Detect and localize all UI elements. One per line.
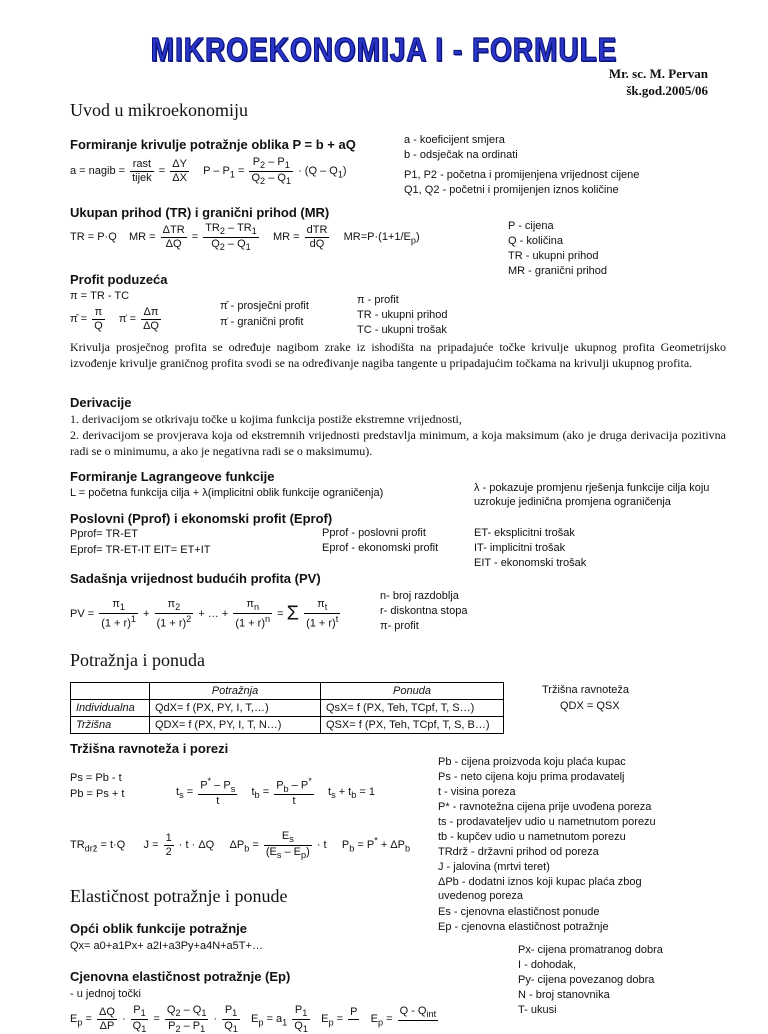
general-demand-heading: Opći oblik funkcije potražnje: [70, 921, 247, 936]
table-header-cell: Potražnja: [150, 683, 321, 700]
lagrange-formula: L = početna funkcija cilja + λ(implicitni oblik funkcije ograničenja): [70, 487, 384, 499]
tax-legend-es: Es - cjenovna elastičnost ponude: [438, 906, 600, 918]
tax-legend-ep: Ep - cjenovna elastičnost potražnje: [438, 921, 609, 933]
table-cell: QDX= f (PX, PY, I, T, N…): [150, 717, 321, 734]
tr-legend-q: Q - količina: [508, 235, 564, 247]
tax-legend-ps: Ps - neto cijena koju prima prodavatelj: [438, 771, 625, 783]
demand-legend-a: a - koeficijent smjera: [404, 134, 505, 146]
bp-legend-eit: EIT - ekonomski trošak: [474, 557, 587, 569]
pv-legend-pi: π- profit: [380, 620, 419, 632]
table-row: [71, 717, 504, 734]
business-profit-formula: Pprof= TR-ET: [70, 528, 138, 540]
tr-legend-p: P - cijena: [508, 220, 554, 232]
table-header-row: [71, 683, 504, 700]
demand-legend-p: P1, P2 - početna i promijenjena vrijednost cijene: [404, 169, 640, 181]
tax-legend-dpb: ΔPb - dodatni iznos koji kupac plaća zbog uvedenog poreza: [438, 876, 642, 902]
point-elasticity-label: - u jednoj točki: [70, 988, 141, 1000]
tax-legend-tb: tb - kupčev udio u nametnutom porezu: [438, 831, 626, 843]
section-heading-supply-demand: Potražnja i ponuda: [70, 650, 205, 670]
profit-legend-avg: π̄ - prosječni profit: [220, 300, 309, 312]
table-cell: QsX= f (PX, Teh, TCpf, T, S…): [321, 700, 504, 717]
point-elasticity-formula: $E_p$ = $\frac{\Delta Q}{\Delta P}$ · $\frac{P_1}{Q_1}$ = $\frac{Q_2 - Q_1}{P_2 - P_1}$ · $\frac{P_1}{Q_1}$ $E_p = a_1$ $\frac{P_1}{Q_1}$ $E_p$ = P $E_p$ = Q - $Q_{int}$: [70, 1004, 437, 1034]
supply-demand-table: [70, 682, 504, 734]
lagrange-heading: Formiranje Lagrangeove funkcije: [70, 469, 275, 484]
pv-legend-r: r- diskontna stopa: [380, 605, 468, 617]
tax-legend-j: J - jalovina (mrtvi teret): [438, 861, 550, 873]
profit-legend-tr: TR - ukupni prihod: [357, 309, 448, 321]
table-row: [71, 700, 504, 717]
gen-legend-i: I - dohodak,: [518, 959, 577, 971]
table-cell: Tržišna: [71, 717, 150, 734]
pv-legend-n: n- broj razdoblja: [380, 590, 459, 602]
tax-heading: Tržišna ravnoteža i porezi: [70, 741, 229, 756]
table-cell: QSX= f (PX, Teh, TCpf, T, S, B…): [321, 717, 504, 734]
section-heading-intro: Uvod u mikroekonomiju: [70, 100, 248, 120]
profit-heading: Profit poduzeća: [70, 272, 168, 287]
tr-mr-formula: TR = P·Q MR = ΔTR ΔQ = $\frac{TR_2 - TR_1}{Q_2 - Q_1}$ MR = dTR dQ $MR=P\cdot(1+1/E_p)$: [70, 222, 420, 252]
pv-formula: PV = $\frac{\pi_1}{(1 + r)^1}$ + $\frac{\pi_2}{(1 + r)^2}$ + … + $\frac{\pi_n}{(1 + r)^n}$ = Σ $\frac{\pi_t}{(1 + r)^t}$: [70, 598, 339, 630]
general-demand-formula: Qx= a0+a1Px+ a2I+a3Py+a4N+a5T+…: [70, 940, 263, 952]
price-elasticity-heading: Cjenovna elastičnost potražnje (Ep): [70, 969, 291, 984]
tax-legend-t: t - visina poreza: [438, 786, 516, 798]
table-header-cell: Ponuda: [321, 683, 504, 700]
demand-curve-heading: Formiranje krivulje potražnje oblika P = b + aQ: [70, 137, 356, 152]
tax-revenue-formula: $TR_{drž} = t\cdot Q$ J = $\frac{1}{2}$ · t · ΔQ $\Delta P_b$ = $\frac{E_s}{(E_s - E_p)}$ · t $P_b = P^* + \Delta P_b$: [70, 830, 411, 860]
bp-legend-economic: Eprof - ekonomski profit: [322, 542, 439, 554]
tr-legend-mr: MR - granični prihod: [508, 265, 608, 277]
author-name: Mr. sc. M. Pervan: [608, 66, 708, 81]
bp-legend-it: IT- implicitni trošak: [474, 542, 566, 554]
equilibrium-formula: QDX = QSX: [560, 700, 620, 712]
profit-legend-pi: π - profit: [357, 294, 399, 306]
profit-legend-marg: π̇ - granični profit: [220, 316, 304, 328]
bp-legend-business: Pprof - poslovni profit: [322, 527, 426, 539]
tax-share-formula: $t_s$ = $\frac{P^* - P_s}{t}$ $t_b$ = $\frac{P_b - P^*}{t}$ $t_s + t_b = 1$: [176, 776, 375, 808]
business-profit-heading: Poslovni (Pprof) i ekonomski profit (Eprof): [70, 511, 333, 526]
tr-mr-heading: Ukupan prihod (TR) i granični prihod (MR): [70, 205, 330, 220]
tax-legend-pb: Pb - cijena proizvoda koju plaća kupac: [438, 756, 626, 768]
table-cell: Individualna: [71, 700, 150, 717]
derivation-text-1: 1. derivacijom se otkrivaju točke u kojima funkcija postiže ekstremne vrijednosti,: [70, 412, 462, 426]
tax-legend-pstar: P* - ravnotežna cijena prije uvođena poreza: [438, 801, 652, 813]
demand-legend-b: b - odsječak na ordinati: [404, 149, 518, 161]
gen-legend-n: N - broj stanovnika: [518, 989, 610, 1001]
slope-formula: a = nagib = rast tijek = $\frac{\Delta Y}{\Delta X}$ P – $P_1$ = $\frac{P_2 - P_1}{Q_2 - Q_1}$ · $(Q - Q_1)$: [70, 156, 347, 186]
tax-formula-ps: Ps = Pb - t: [70, 772, 122, 784]
bp-legend-et: ET- eksplicitni trošak: [474, 527, 575, 539]
gen-legend-px: Px- cijena promatranog dobra: [518, 944, 663, 956]
lagrange-legend: λ - pokazuje promjenu rješenja funkcije cilja koju uzrokuje jedinična promjena ograničenja: [474, 482, 710, 508]
gen-legend-t: T- ukusi: [518, 1004, 557, 1016]
table-header-cell: [71, 683, 150, 700]
economic-profit-formula: Eprof= TR-ET-IT EIT= ET+IT: [70, 544, 211, 556]
tax-legend-ts: ts - prodavateljev udio u nametnutom porezu: [438, 816, 656, 828]
profit-formula: π = TR - TC: [70, 290, 130, 302]
derivation-text-2: 2. derivacijom se provjerava koja od ekstremnih vrijednosti predstavlja minimum, a koja maksimum (ako je druga derivacija pozitivna radi se o minimumu, a ako je negativna radi se o maksimumu).: [70, 428, 726, 458]
tr-legend-tr: TR - ukupni prihod: [508, 250, 599, 262]
profit-paragraph: Krivulja prosječnog profita se određuje nagibom zrake iz ishodišta na pripadajuće točke krivulje ukupnog profita Geometrijsko izvođenje krivulje graničnog profita svodi se na određivanje nagiba tangente u pripadajućim točkama na krivulji ukupnog profita.: [70, 340, 726, 370]
pv-heading: Sadašnja vrijednost budućih profita (PV): [70, 571, 321, 586]
profit-avg-marginal-formula: π̄ = $\frac{\pi}{Q}$ π̇ = $\frac{\Delta\pi}{\Delta Q}$: [70, 306, 159, 332]
tax-formula-pb: Pb = Ps + t: [70, 788, 125, 800]
gen-legend-py: Py- cijena povezanog dobra: [518, 974, 655, 986]
derivation-heading: Derivacije: [70, 395, 132, 410]
table-cell: QdX= f (PX, PY, I, T,…): [150, 700, 321, 717]
section-heading-elasticity: Elastičnost potražnje i ponude: [70, 886, 288, 906]
demand-legend-q: Q1, Q2 - početni i promijenjen iznos količine: [404, 184, 619, 196]
profit-legend-tc: TC - ukupni trošak: [357, 324, 447, 336]
page-title: MIKROEKONOMIJA I - FORMULE: [150, 30, 618, 68]
equilibrium-title: Tržišna ravnoteža: [542, 684, 630, 696]
school-year: šk.god.2005/06: [626, 83, 708, 98]
tax-legend-trdrz: TRdrž - državni prihod od poreza: [438, 846, 599, 858]
